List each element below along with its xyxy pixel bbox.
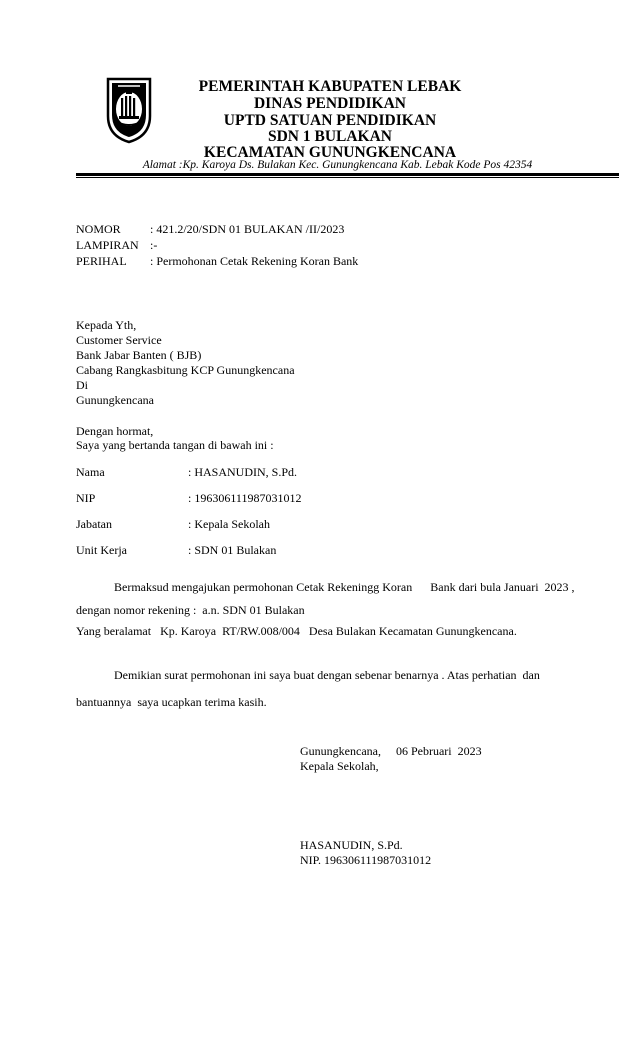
greeting: Dengan hormat, [76, 424, 154, 438]
meta-value-perihal: : Permohonan Cetak Rekening Koran Bank [150, 254, 359, 268]
intro: Saya yang bertanda tangan di bawah ini : [76, 438, 274, 452]
identity-label-nip: NIP [76, 491, 96, 505]
meta-value-lampiran: :- [150, 238, 158, 252]
recipient-line: Di [76, 378, 88, 392]
body-paragraph-2-line-2: bantuannya saya ucapkan terima kasih. [76, 695, 267, 709]
identity-value-unit-kerja: : SDN 01 Bulakan [188, 543, 277, 557]
identity-value-jabatan: : Kepala Sekolah [188, 517, 270, 531]
identity-value-nama: : HASANUDIN, S.Pd. [188, 465, 298, 479]
meta-label-nomor: NOMOR [76, 222, 121, 236]
body-paragraph-1-line-2: dengan nomor rekening : a.n. SDN 01 Bulakan [76, 603, 305, 617]
recipient-line: Gunungkencana [76, 393, 154, 407]
letterhead-line-3: UPTD SATUAN PENDIDIKAN [223, 112, 437, 129]
meta-value-nomor: : 421.2/20/SDN 01 BULAKAN /II/2023 [150, 222, 345, 236]
letterhead-line-2: DINAS PENDIDIKAN [253, 95, 406, 112]
body-paragraph-1-line-3: Yang beralamat Kp. Karoya RT/RW.008/004 Desa Bulakan Kecamatan Gunungkencana. [76, 624, 517, 638]
signature-name: HASANUDIN, S.Pd. [300, 838, 403, 852]
signature-position: Kepala Sekolah, [300, 759, 379, 773]
signature-place-date: Gunungkencana, 06 Pebruari 2023 [300, 744, 482, 758]
identity-label-jabatan: Jabatan [76, 517, 112, 531]
recipient-line: Cabang Rangkasbitung KCP Gunungkencana [76, 363, 295, 377]
letterhead-line-4: SDN 1 BULAKAN [267, 128, 392, 145]
letterhead-line-5: KECAMATAN GUNUNGKENCANA [203, 144, 457, 161]
signature-nip: NIP. 196306111987031012 [300, 853, 432, 867]
body-paragraph-2-line-1: Demikian surat permohonan ini saya buat dengan sebenar benarnya . Atas perhatian dan [114, 668, 540, 682]
body-paragraph-1-line-1: Bermaksud mengajukan permohonan Cetak Rekeningg Koran Bank dari bula Januari 2023 , [114, 580, 575, 594]
letterhead-rule-thick [76, 173, 619, 176]
recipient-line: Customer Service [76, 333, 162, 347]
letterhead-line-1: PEMERINTAH KABUPATEN LEBAK [198, 78, 462, 95]
letterhead-rule-thin [76, 177, 619, 178]
identity-label-nama: Nama [76, 465, 105, 479]
recipient-line: Bank Jabar Banten ( BJB) [76, 348, 202, 362]
meta-label-lampiran: LAMPIRAN [76, 238, 139, 252]
meta-label-perihal: PERIHAL [76, 254, 127, 268]
identity-label-unit-kerja: Unit Kerja [76, 543, 127, 557]
identity-value-nip: : 196306111987031012 [188, 491, 302, 505]
letterhead-address: Alamat :Kp. Karoya Ds. Bulakan Kec. Gunungkencana Kab. Lebak Kode Pos 42354 [142, 159, 533, 171]
recipient-line: Kepada Yth, [76, 318, 137, 332]
